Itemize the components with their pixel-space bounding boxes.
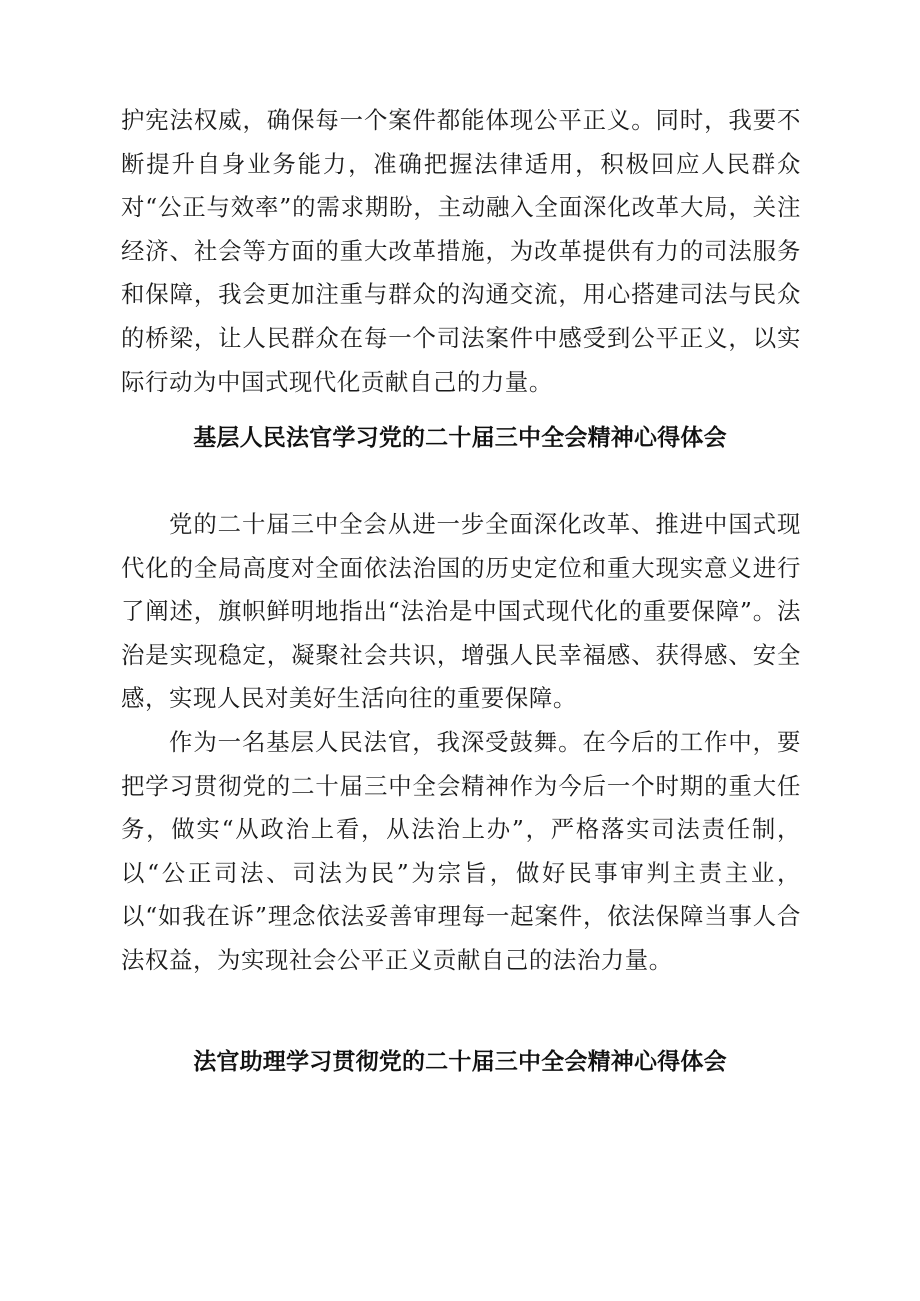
section1-paragraph-1: 党的二十届三中全会从进一步全面深化改革、推进中国式现代化的全局高度对全面依法治国的历史定位和重大现实意义进行了阐述，旗帜鲜明地指出“法治是中国式现代化的重要保障”。法治是实现稳定，凝聚社会共识，增强人民幸福感、获得感、安全感，实现人民对美好生活向往的重要保障。 [121,510,801,713]
section-title-judge-assistant: 法官助理学习贯彻党的二十届三中全会精神心得体会 [193,1049,727,1075]
paragraph-continued: 护宪法权威，确保每一个案件都能体现公平正义。同时，我要不断提升自身业务能力，准确把握法律适用，积极回应人民群众对“公正与效率”的需求期盼，主动融入全面深化改革大局，关注经济、社会等方面的重大改革措施，为改革提供有力的司法服务和保障，我会更加注重与群众的沟通交流，用心搭建司法与民众的桥梁，让人民群众在每一个司法案件中感受到公平正义，以实际行动为中国式现代化贡献自己的力量。 [121,106,801,396]
section-title-grassroots-judge: 基层人民法官学习党的二十届三中全会精神心得体会 [193,425,727,451]
section1-paragraph-2: 作为一名基层人民法官，我深受鼓舞。在今后的工作中，要把学习贯彻党的二十届三中全会精神作为今后一个时期的重大任务，做实“从政治上看，从法治上办”，严格落实司法责任制，以“公正司法、司法为民”为宗旨，做好民事审判主责主业，以“如我在诉”理念依法妥善审理每一起案件，依法保障当事人合法权益，为实现社会公平正义贡献自己的法治力量。 [121,728,801,974]
